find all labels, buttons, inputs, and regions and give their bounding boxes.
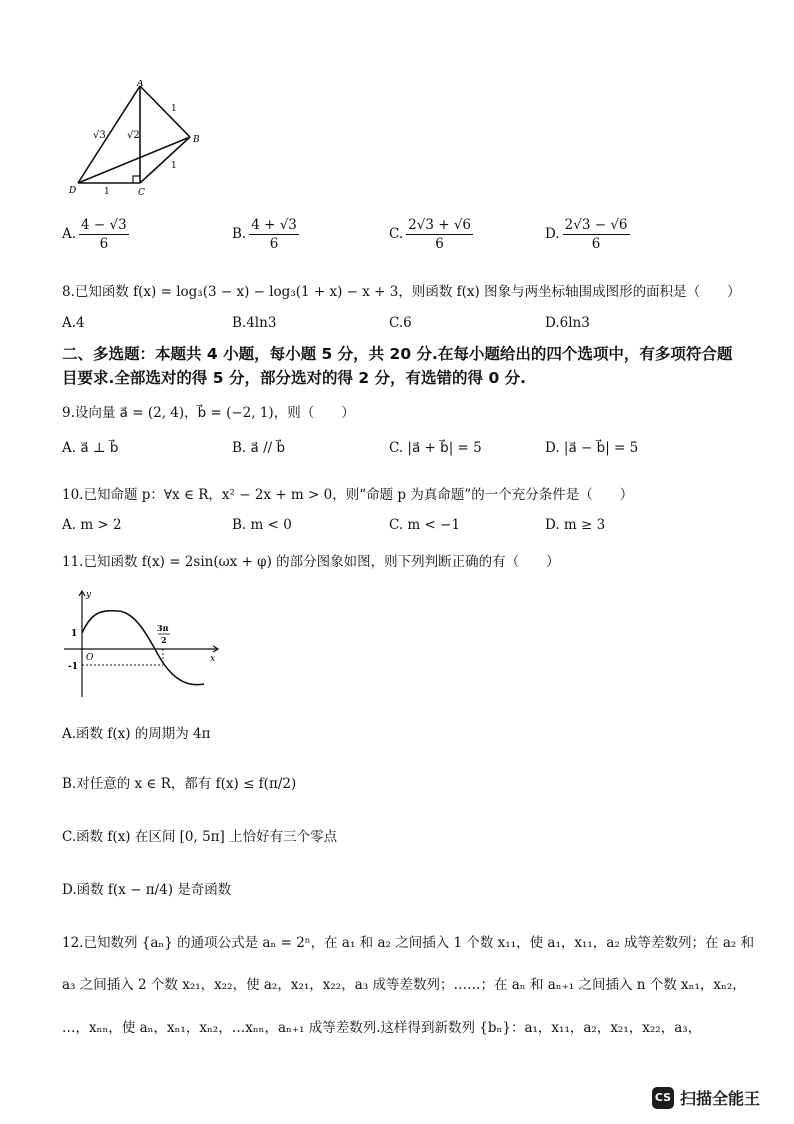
edge-label-dc: 1 bbox=[104, 187, 110, 197]
q10-stem: 10.已知命题 p：∀x ∈ R，x² − 2x + m > 0，则“命题 p 为真命题”的一个充分条件是（ ） bbox=[62, 487, 634, 503]
graph-y-label: y bbox=[86, 590, 92, 600]
q11-option-d: D.函数 f(x − π/4) 是奇函数 bbox=[62, 882, 232, 898]
numerator: 4 − √3 bbox=[81, 217, 127, 233]
numerator: 2√3 − √6 bbox=[564, 217, 628, 233]
q7-option-a: A. $\frac{4 - √3}{6}$ bbox=[62, 217, 127, 252]
figure-label-b: B bbox=[193, 135, 200, 145]
edge-label-ac: √2 bbox=[127, 130, 140, 141]
q7-option-b: B. $\frac{4 + √3}{6}$ bbox=[232, 217, 297, 252]
figure-label-a: A bbox=[137, 80, 144, 89]
scanner-watermark bbox=[652, 1086, 760, 1109]
q9-option-b: B. a⃗ // b⃗ bbox=[232, 440, 286, 456]
q7-option-d: D. $\frac{2√3 - √6}{6}$ bbox=[545, 217, 628, 252]
q8-option-b: B.4ln3 bbox=[232, 315, 277, 331]
q8-option-d: D.6ln3 bbox=[545, 315, 590, 331]
q11-stem: 11.已知函数 f(x) = 2sin(ωx + φ) 的部分图象如图，则下列判断正确的有（ ） bbox=[62, 554, 560, 570]
graph-tick-3pi-num: 3π bbox=[157, 623, 169, 633]
graph-tick-neg1: -1 bbox=[68, 662, 78, 672]
denominator: 6 bbox=[435, 236, 444, 252]
q7-option-c: C. $\frac{2√3 + √6}{6}$ bbox=[389, 217, 472, 252]
edge-label-ad: √3 bbox=[93, 130, 106, 141]
sine-graph bbox=[62, 585, 232, 700]
q12-line3: …，xₙₙ，使 aₙ，xₙ₁，xₙ₂，…xₙₙ，aₙ₊₁ 成等差数列.这样得到新数列 {bₙ}：a₁，x₁₁，a₂，x₂₁，x₂₂，a₃， bbox=[62, 1020, 702, 1036]
q8-stem: 8.已知函数 f(x) = log₃(3 − x) − log₃(1 + x) − x + 3，则函数 f(x) 图象与两坐标轴围成图形的面积是（ ） bbox=[62, 284, 741, 300]
edge-label-bc: 1 bbox=[171, 161, 177, 171]
q11-option-a: A.函数 f(x) 的周期为 4π bbox=[62, 726, 211, 742]
denominator: 6 bbox=[591, 236, 601, 252]
q9-option-c: C. |a⃗ + b⃗| = 5 bbox=[389, 440, 482, 456]
graph-tick-1: 1 bbox=[71, 629, 78, 639]
graph-tick-3pi-den: 2 bbox=[161, 635, 167, 645]
q11-option-c: C.函数 f(x) 在区间 [0, 5π] 上恰好有三个零点 bbox=[62, 829, 338, 845]
q11-option-b: B.对任意的 x ∈ R，都有 f(x) ≤ f(π/2) bbox=[62, 776, 297, 792]
numerator: 2√3 + √6 bbox=[408, 217, 472, 233]
q9-stem: 9.设向量 a⃗ = (2, 4)，b⃗ = (−2, 1)，则（ ） bbox=[62, 405, 355, 421]
q10-option-d: D. m ≥ 3 bbox=[545, 517, 606, 533]
section2-heading-line1: 二、多选题：本题共 4 小题，每小题 5 分，共 20 分.在每小题给出的四个选项中，有多项符合题 bbox=[62, 345, 733, 363]
cs-logo-icon: CS bbox=[652, 1087, 674, 1109]
q9-option-a: A. a⃗ ⊥ b⃗ bbox=[62, 440, 119, 456]
denominator: 6 bbox=[99, 236, 109, 252]
figure-label-c: C bbox=[138, 188, 145, 198]
q10-option-b: B. m < 0 bbox=[232, 517, 292, 533]
q10-option-c: C. m < −1 bbox=[389, 517, 461, 533]
section2-heading-line2: 目要求.全部选对的得 5 分，部分选对的得 2 分，有选错的得 0 分. bbox=[62, 369, 527, 387]
figure-label-d: D bbox=[69, 186, 77, 196]
watermark-text: 扫描全能王 bbox=[680, 1089, 761, 1108]
numerator: 4 + √3 bbox=[251, 217, 297, 233]
q12-line2: a₃ 之间插入 2 个数 x₂₁，x₂₂，使 a₂，x₂₁，x₂₂，a₃ 成等差数列；……；在 aₙ 和 aₙ₊₁ 之间插入 n 个数 xₙ₁，xₙ₂， bbox=[62, 977, 746, 993]
edge-label-ab: 1 bbox=[171, 104, 177, 114]
q12-line1: 12.已知数列 {aₙ} 的通项公式是 aₙ = 2ⁿ，在 a₁ 和 a₂ 之间插入 1 个数 x₁₁，使 a₁，x₁₁，a₂ 成等差数列；在 a₂ 和 bbox=[62, 935, 755, 951]
graph-origin-label: O bbox=[86, 653, 94, 663]
quadrilateral-figure bbox=[60, 80, 210, 200]
q8-option-c: C.6 bbox=[389, 315, 412, 331]
q8-option-a: A.4 bbox=[62, 315, 85, 331]
graph-x-label: x bbox=[210, 654, 216, 664]
denominator: 6 bbox=[269, 236, 279, 252]
q10-option-a: A. m > 2 bbox=[62, 517, 122, 533]
q9-option-d: D. |a⃗ − b⃗| = 5 bbox=[545, 440, 639, 456]
